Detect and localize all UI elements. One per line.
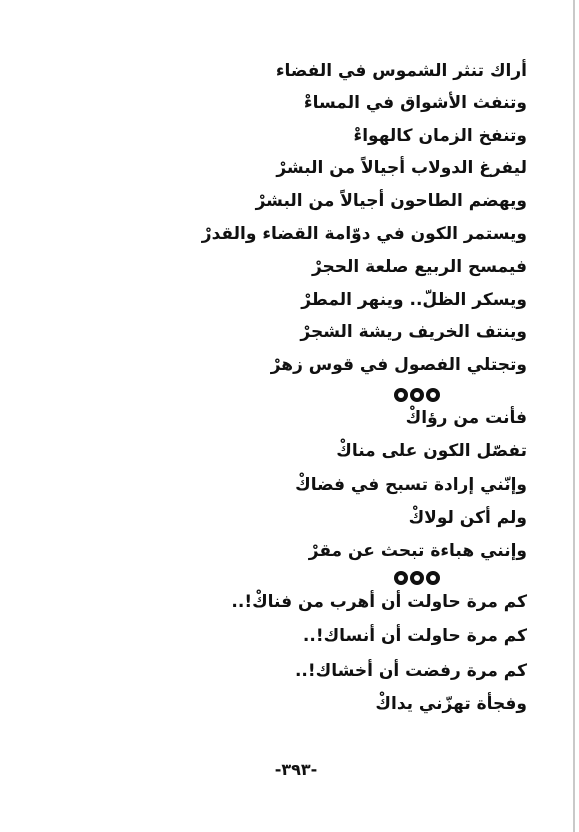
verse-line: ويستمر الكون في دوّامة القضاء والقدرْ: [201, 224, 527, 244]
verse-line: ويسكر الظلّ.. وينهر المطرْ: [301, 290, 527, 310]
page-number: -٣٩٣-: [274, 760, 318, 779]
verse-line: وإنني هباءة تبحث عن مقرْ: [308, 541, 527, 561]
verse-line: وفجأة تهزّني يداكْ: [375, 694, 527, 714]
flower-ornament-icon: [411, 389, 423, 401]
verse-line: تفصّل الكون على مناكْ: [336, 441, 527, 461]
verse-line: وتنفث الأشواق في المساءْ: [303, 93, 527, 113]
stanza-separator: [395, 571, 439, 585]
verse-line: ولم أكن لولاكْ: [408, 508, 527, 528]
verse-line: أراك تنثر الشموس في الفضاء: [275, 61, 527, 81]
verse-line: وتجتلي الفصول في قوس زهرْ: [270, 355, 527, 375]
flower-ornament-icon: [427, 572, 439, 584]
page-edge-line: [573, 0, 575, 832]
flower-ornament-icon: [411, 572, 423, 584]
verse-line: كم مرة رفضت أن أخشاك!..: [294, 661, 527, 681]
stanza-separator: [395, 388, 439, 402]
verse-line: وتنفخ الزمان كالهواءْ: [353, 126, 527, 146]
verse-line: كم مرة حاولت أن أهرب من فناكْ!..: [231, 592, 527, 612]
verse-line: وإنّني إرادة تسبح في فضاكْ: [295, 475, 527, 495]
verse-line: كم مرة حاولت أن أنساك!..: [302, 626, 527, 646]
flower-ornament-icon: [395, 572, 407, 584]
verse-line: ليفرغ الدولاب أجيالاً من البشرْ: [276, 158, 527, 178]
flower-ornament-icon: [395, 389, 407, 401]
verse-line: فأنت من رؤاكْ: [405, 408, 527, 428]
verse-line: فيمسح الربيع صلعة الحجرْ: [311, 257, 527, 277]
verse-line: وينتف الخريف ريشة الشجرْ: [300, 322, 527, 342]
verse-line: ويهضم الطاحون أجيالاً من البشرْ: [255, 191, 527, 211]
flower-ornament-icon: [427, 389, 439, 401]
